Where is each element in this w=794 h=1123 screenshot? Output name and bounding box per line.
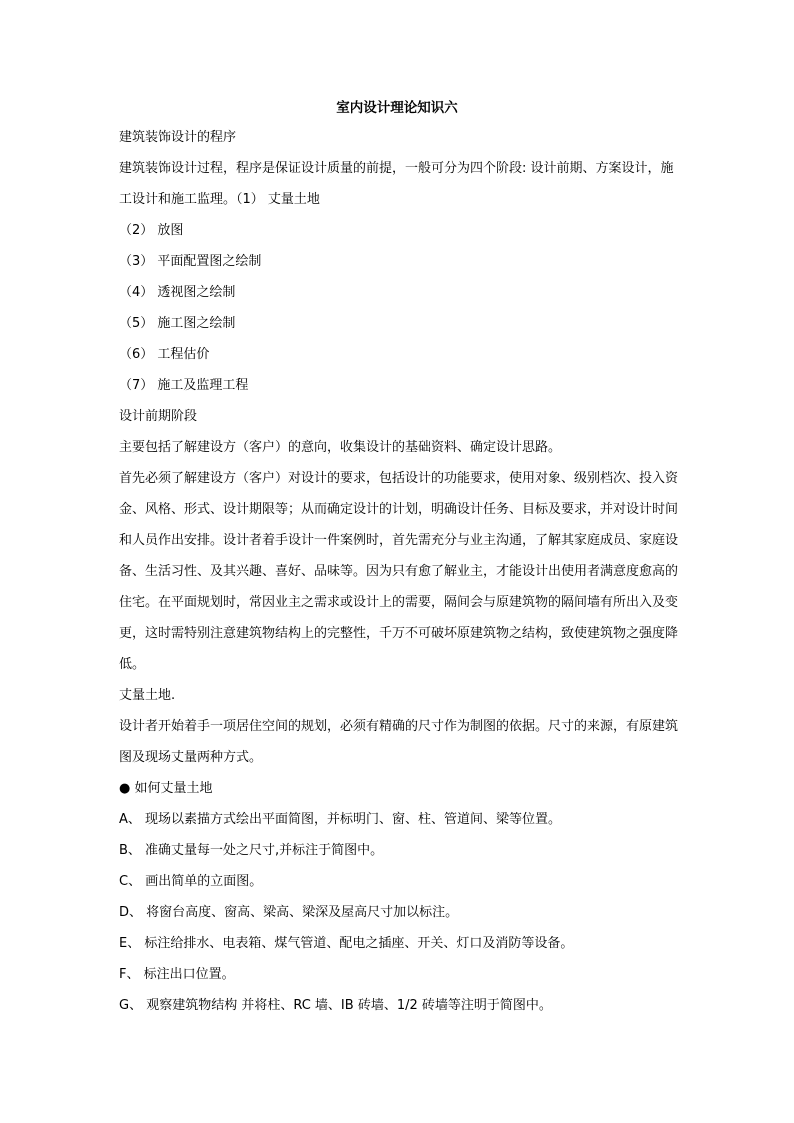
step-c: C、 画出简单的立面图。 — [119, 874, 263, 889]
document-title: 室内设计理论知识六 — [336, 100, 458, 116]
paragraph-measure-intro: 设计者开始着手一项居住空间的规划，必须有精确的尺寸作为制图的依据。尺寸的来源，有原建筑图及现场丈量两种方式。 — [119, 719, 679, 765]
section-heading-measure: 丈量土地. — [119, 688, 176, 703]
document-body — [119, 122, 679, 1021]
list-item-2: （2） 放图 — [119, 223, 184, 238]
list-item-6: （6） 工程估价 — [119, 347, 210, 362]
paragraph-predesign-summary: 主要包括了解建设方（客户）的意向，收集设计的基础资料、确定设计思路。 — [119, 440, 562, 455]
step-e: E、 标注给排水、电表箱、煤气管道、配电之插座、开关、灯口及消防等设备。 — [119, 936, 574, 951]
section-heading-program: 建筑装饰设计的程序 — [119, 130, 237, 145]
list-item-7: （7） 施工及监理工程 — [119, 378, 249, 393]
step-b: B、 准确丈量每一处之尺寸,并标注于简图中。 — [119, 843, 384, 858]
step-a: A、 现场以素描方式绘出平面简图，并标明门、窗、柱、管道间、梁等位置。 — [119, 812, 562, 827]
step-d: D、 将窗台高度、窗高、梁高、梁深及屋高尺寸加以标注。 — [119, 905, 459, 920]
section-heading-predesign: 设计前期阶段 — [119, 409, 198, 424]
paragraph-predesign-detail: 首先必须了解建设方（客户）对设计的要求，包括设计的功能要求，使用对象、级别档次、投入资金、风格、形式、设计期限等；从而确定设计的计划，明确设计任务、目标及要求，并对设计时间和人员作出安排。设计者着手设计一件案例时，首先需充分与业主沟通，了解其家庭成员、家庭设备、生活习性、及其兴趣、喜好、品味等。因为只有愈了解业主，才能设计出使用者满意度愈高的住宅。在平面规划时，常因业主之需求或设计上的需要，隔间会与原建筑物的隔间墙有所出入及变更，这时需特别注意建筑物结构上的完整性，千万不可破坏原建筑物之结构，致使建筑物之强度降低。 — [119, 471, 679, 672]
step-g: G、 观察建筑物结构 并将柱、RC 墙、IB 砖墙、1/2 砖墙等注明于简图中。 — [119, 998, 552, 1013]
list-item-3: （3） 平面配置图之绘制 — [119, 254, 262, 269]
list-item-5: （5） 施工图之绘制 — [119, 316, 236, 331]
step-f: F、 标注出口位置。 — [119, 967, 235, 982]
list-item-4: （4） 透视图之绘制 — [119, 285, 236, 300]
bullet-how-to-measure: ● 如何丈量土地 — [119, 781, 213, 796]
paragraph-process-intro: 建筑装饰设计过程，程序是保证设计质量的前提，一般可分为四个阶段: 设计前期、方案设计，施工设计和施工监理。（1） 丈量土地 — [119, 161, 674, 207]
